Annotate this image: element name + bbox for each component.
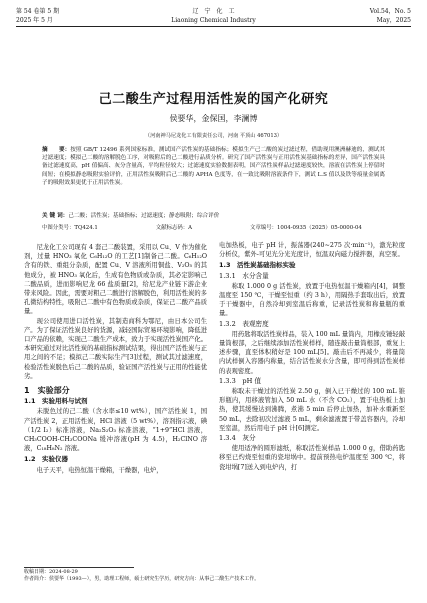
section-heading-1-2: 1.2 实验仪器 (24, 455, 69, 464)
section-heading-1-3-2: 1.3.2 表观密度 (219, 319, 269, 328)
ash-paragraph: 使用适净的圆形滤纸，称取活性炭样品 1.000 0 g，借助药匙移至已灼烧至恒重的瓷坩埚中。提前预热电炉温度至 300 ℃，将瓷坩埚[7]送入到电炉内，打 (219, 445, 405, 471)
keywords-text: 己二酸；活性炭；基础指标；过滤速度；静态吸附；综合评价 (68, 213, 220, 219)
article-number: 文章编号：1004-0935（2025）05-0000-04 (250, 225, 362, 231)
abstract-text: 按照 GB/T 12496 系列国家标准，测试国产活性炭的基础指标；模拟生产己二酸的炭过滤过程，借助现用澳洲赫迪的，测试其过滤速度；模拟己二酸的溶解脱色工序，对吸附后的己二酸进行品质分析。研究了国产活性炭与正用活性炭基础指标的差异，国产活性炭具备过滤速度高，pH 值偏高、灰分含量高，平均粒径较大；过滤速度实验数据表明，国产活性炭样品过滤速度较快，溶液在活性炭上停留时间短；在模拟静态吸附实验评价，正用活性炭吸附后己二酸的 APHA 色度等，在一致比吸附溶液条件下，测试 L.S 值以及铁等痕量金属离子的吸附效果更优于正用活性炭。 (42, 147, 385, 186)
article-authors: 侯要华，金保国，李澜博 (169, 114, 258, 123)
intro-paragraph-2: 现公司使用进口活性炭，其制造商科为鄂尼，由日本公司生产。为了保证活性炭良好的货源，减轻国际贸易环境影响，降低进口产品的依赖，实现己二酸生产成本，致力于实现活性炭国产化。本研究通过对比活性炭的基础指标测试结果，得出国产活性炭与正用之间的不足；模拟己二酸实际生产[3]过程，测试其过滤速度，检验活性炭脱色后己二酸的品质，验证国产活性炭与正用的性能优劣。 (24, 317, 207, 380)
body-left-column (24, 243, 207, 475)
document-code: 文献标志码：A (155, 225, 193, 231)
body-right-column (219, 241, 405, 472)
journal-volume: Vol.54，No. 5 May，2025 (369, 8, 411, 24)
header-rule (16, 26, 411, 27)
abstract-label: 摘 要： (42, 147, 71, 153)
classification-line (42, 223, 385, 231)
moisture-paragraph: 称取 1.000 0 g 活性炭，放置于电热恒温干燥箱内[4]，调整温度至 150 ℃，干燥至恒重（约 3 h），用隔热手套取出后，放置于干燥器中，自然冷却到室温后称重，记录活性炭和称量瓶的重量。 (219, 282, 405, 318)
section-heading-1: 1 实验部分 (24, 386, 70, 396)
intro-paragraph-1: 尼龙化工公司现有 4 套己二酸装置，采用以 Cu、V 作为催化剂，过量 HNO₃ 氧化 C₆H₁₂O 的工艺[1]制备己二酸。C₆H₁₂O 含有的铁、重组分杂质，配置 Cu、V 溶液所用铜盐、V₂O₅ 的其他成分，被 HNO₃ 氧化后，生成有色物质或杂质，其必定影响己二酸品质，进而影响尼龙 66 盐质量[2]，给尼龙产业链下游企业带来风险。因此，需要对粗己二酸进行溶解脱色，利用活性炭的多孔微结构特性，吸附己二酸中有色物质或杂质，保证己二酸产品质量。 (24, 244, 207, 316)
clc-number: 中图分类号：TQ424.1 (42, 225, 98, 231)
keywords (42, 211, 385, 219)
ph-paragraph: 称取未干燥过的活性炭 2.50 g，倒入已干燥过的 100 mL 锥形瓶内，用移液管加入 50 mL 水（不含 CO₂），置于电热板上加热，使其缓慢达到沸腾，煮沸 5 min 后停止加热，加补水重新至 50 mL，去除初次过滤液 5 mL，剩余滤液置于带盖容器内，冷却至室温，然后用电子 pH 计[6]测定。 (219, 388, 405, 432)
materials-paragraph: 未脱色过的己二酸（含水率≤10 wt%），国产活性炭 1，国产活性炭 2，正用活性炭，HCl 溶液（5 wt%），溶剂指示液，碘（1/2 I₂）标准溶液，Na₂S₂O₃ 标准溶液，“1+9”HCl 溶液，CH₃COOH-CH₃COONa 缓冲溶液(pH 为 4.5)，H₂ClNO 溶液，C₁₈H₈N₂ 溶液。 (24, 408, 207, 453)
article-title: 己二酸生产过程用活性炭的国产化研究 (98, 92, 329, 107)
instruments-continued: 电加热板，电子 pH 计，振荡器(240~275 次·min⁻¹)，激光粒度分析仪，紫外-可见光分光光度计，恒温双向磁力搅拌器，真空泵。 (219, 242, 405, 259)
received-date: 收稿日期：2024-08-29 (24, 569, 78, 575)
section-heading-1-3-3: 1.3.3 pH 值 (219, 376, 262, 385)
article-affiliation: （河南神马尼龙化工有限责任公司，河南 平顶山 467013） (144, 133, 283, 139)
instruments-paragraph: 电子天平，电热恒温干燥箱，干燥器，电炉， (36, 466, 163, 474)
abstract (42, 146, 385, 187)
footnote-rule (24, 567, 134, 568)
section-heading-1-3-1: 1.3.1 水分含量 (219, 271, 269, 280)
journal-issue: 第 54 卷第 5 期 2025 年 5 月 (16, 8, 60, 24)
keywords-label: 关 键 词： (42, 213, 69, 219)
author-bio: 作者简介：侯要华（1993—），男，助理工程师，硕士研究生学历，研究方向：从事己二酸生产技术工作。 (24, 576, 260, 582)
density-paragraph: 用药匙将取活性炭样品，装入 100 mL 量筒内，用橡皮锤轻敲量筒根部，之后继续添加活性炭样样，随连敲击量筒根部，重复上述步骤，直至体积稍好是 100 mL[5]。敲击后不再减少，将量筒内试样倒入容器内称量，结合活性炭水分含量，即可得到活性炭样的表观密度。 (219, 330, 405, 375)
section-heading-1-3: 1.3 活性炭基础指标实验 (219, 261, 296, 270)
section-heading-1-3-4: 1.3.4 灰分 (219, 434, 256, 443)
journal-name: 辽 宁 化 工 Liaoning Chemical Industry (171, 8, 256, 24)
section-heading-1-1: 1.1 实验用料与试剂 (24, 397, 88, 406)
footnote (24, 569, 403, 583)
